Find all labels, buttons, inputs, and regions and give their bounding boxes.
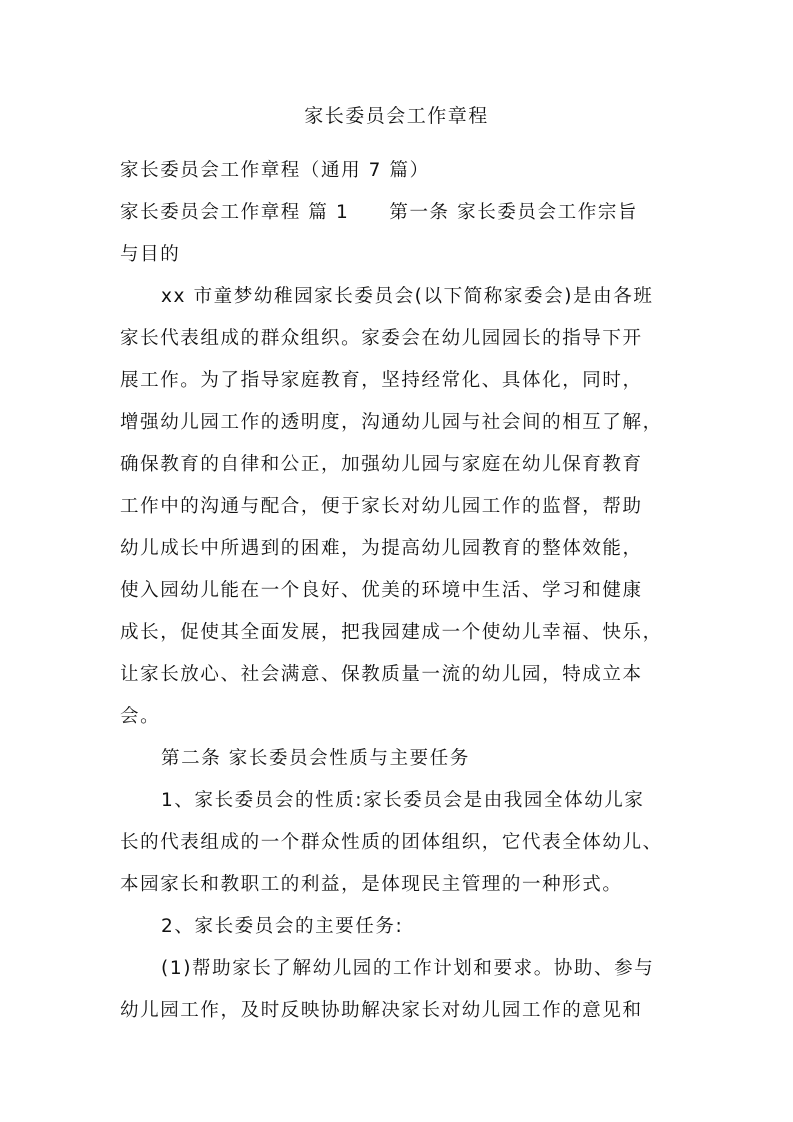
line-text: 幼儿园工作，及时反映协助解决家长对幼儿园工作的意见和: [120, 1000, 643, 1021]
line-text: 长的代表组成的一个群众性质的团体组织，它代表全体幼儿、: [120, 832, 663, 853]
document-title: 家长委员会工作章程: [304, 105, 489, 127]
line-text: 工作中的沟通与配合，便于家长对幼儿园工作的监督，帮助: [120, 496, 643, 517]
paragraph-line: [120, 990, 686, 1032]
paragraph-line: [120, 360, 686, 402]
line-text: 展工作。为了指导家庭教育，坚持经常化、具体化，同时，: [120, 370, 643, 391]
paragraph-line: [120, 318, 686, 360]
line-text: 增强幼儿园工作的透明度，沟通幼儿园与社会间的相互了解，: [120, 412, 663, 433]
paragraph-line: [120, 654, 686, 696]
subtitle-line: [120, 150, 686, 192]
article-heading-line: [120, 738, 686, 780]
line-text: 第二条 家长委员会性质与主要任务: [161, 748, 470, 769]
paragraph-line: [120, 402, 686, 444]
line-text: 家长代表组成的群众组织。家委会在幼儿园园长的指导下开: [120, 328, 643, 349]
line-text: (1)帮助家长了解幼儿园的工作计划和要求。协助、参与: [161, 958, 655, 979]
paragraph-line: [120, 528, 686, 570]
line-text: xx 市童梦幼稚园家长委员会(以下简称家委会)是由各班: [161, 286, 654, 307]
paragraph-line: [120, 780, 686, 822]
line-text: 1、家长委员会的性质:家长委员会是由我园全体幼儿家: [161, 790, 645, 811]
paragraph-line: [120, 276, 686, 318]
section-heading-line: [120, 192, 686, 234]
line-text-secondary: 第一条 家长委员会工作宗旨: [389, 202, 639, 223]
line-text: 与目的: [120, 244, 181, 265]
paragraph-line: [120, 612, 686, 654]
paragraph-line: [120, 486, 686, 528]
line-text: 使入园幼儿能在一个良好、优美的环境中生活、学习和健康: [120, 580, 643, 601]
line-text: 让家长放心、社会满意、保教质量一流的幼儿园，特成立本: [120, 664, 643, 685]
paragraph-line: [120, 906, 686, 948]
paragraph-line: [120, 864, 686, 906]
paragraph-line: [120, 948, 686, 990]
line-text: 2、家长委员会的主要任务:: [161, 916, 404, 937]
paragraph-line: [120, 444, 686, 486]
paragraph-line: [120, 570, 686, 612]
line-text: 家长委员会工作章程 篇 1: [120, 202, 350, 223]
document-body: [120, 150, 686, 1032]
line-text: 本园家长和教职工的利益，是体现民主管理的一种形式。: [120, 874, 623, 895]
line-text: 成长，促使其全面发展，把我园建成一个使幼儿幸福、快乐，: [120, 622, 663, 643]
paragraph-line: [120, 234, 686, 276]
line-text: 确保教育的自律和公正，加强幼儿园与家庭在幼儿保育教育: [120, 454, 643, 475]
paragraph-line: [120, 696, 686, 738]
line-text: 家长委员会工作章程（通用 7 篇）: [120, 160, 430, 181]
line-text: 会。: [120, 706, 161, 727]
line-text: 幼儿成长中所遇到的困难，为提高幼儿园教育的整体效能，: [120, 538, 643, 559]
paragraph-line: [120, 822, 686, 864]
